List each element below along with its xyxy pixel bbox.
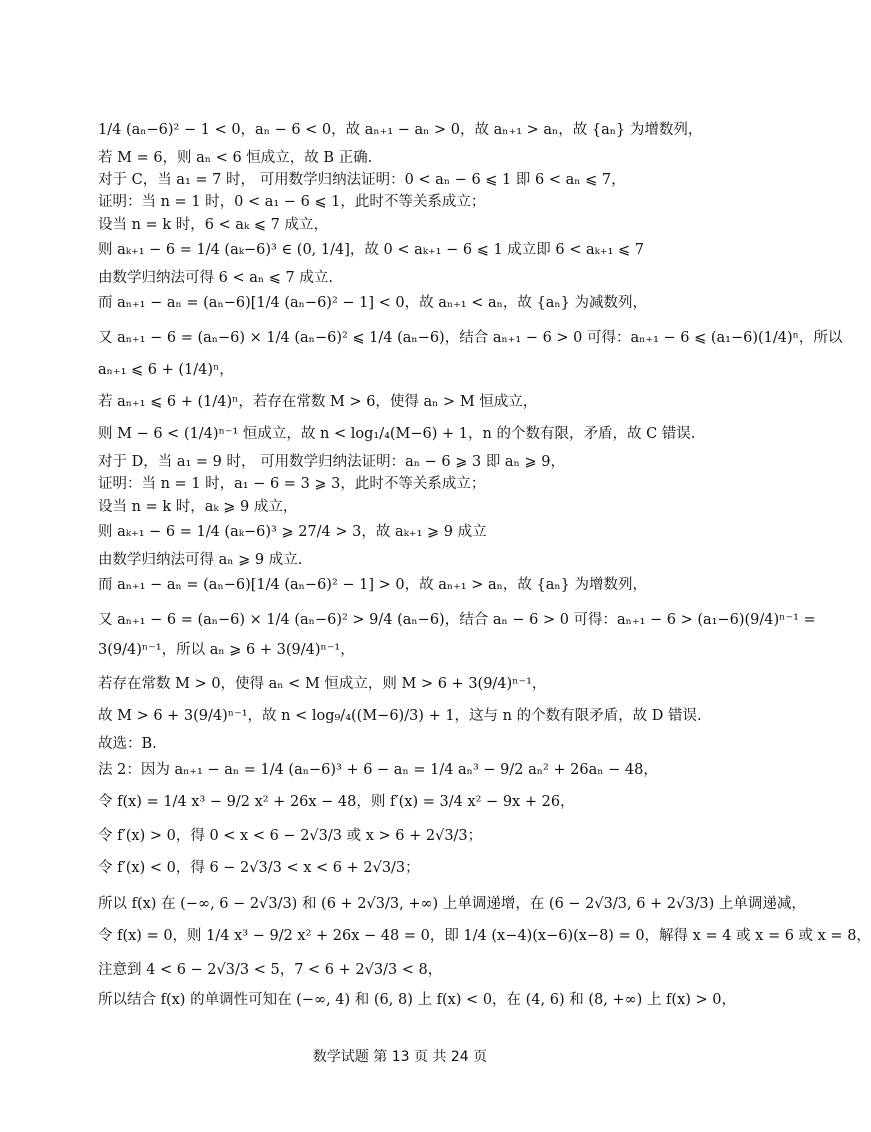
text-line: 则 M − 6 < (1/4)ⁿ⁻¹ 恒成立，故 n < log₁/₄(M−6) + 1，n 的个数有限，矛盾，故 C 错误. bbox=[98, 426, 696, 442]
page-footer: 数学试题 第 13 页 共 24 页 bbox=[312, 1049, 488, 1065]
text-line: 证明：当 n = 1 时，0 < a₁ − 6 ⩽ 1，此时不等关系成立； bbox=[98, 194, 486, 210]
text-line: 若 aₙ₊₁ ⩽ 6 + (1/4)ⁿ，若存在常数 M > 6，使得 aₙ > M 恒成立， bbox=[98, 394, 538, 410]
text-line: 设当 n = k 时，6 < aₖ ⩽ 7 成立， bbox=[98, 217, 328, 233]
text-line: 令 f(x) = 0，则 1/4 x³ − 9/2 x² + 26x − 48 = 0，即 1/4 (x−4)(x−6)(x−8) = 0，解得 x = 4 或 x = 6 或 x = 8， bbox=[98, 928, 871, 944]
text-line: 又 aₙ₊₁ − 6 = (aₙ−6) × 1/4 (aₙ−6)² > 9/4 (aₙ−6)，结合 aₙ − 6 > 0 可得：aₙ₊₁ − 6 > (a₁−6)(9/4)ⁿ⁻¹ = bbox=[98, 612, 816, 628]
text-line: 故选：B. bbox=[98, 736, 157, 752]
text-line: 1/4 (aₙ−6)² − 1 < 0，aₙ − 6 < 0，故 aₙ₊₁ − aₙ > 0，故 aₙ₊₁ > aₙ，故 {aₙ} 为增数列， bbox=[98, 122, 703, 138]
text-line: 对于 C，当 a₁ = 7 时， 可用数学归纳法证明：0 < aₙ − 6 ⩽ 1 即 6 < aₙ ⩽ 7， bbox=[98, 172, 626, 188]
text-line: 法 2：因为 aₙ₊₁ − aₙ = 1/4 (aₙ−6)³ + 6 − aₙ = 1/4 aₙ³ − 9/2 aₙ² + 26aₙ − 48， bbox=[98, 762, 658, 778]
text-line: 3(9/4)ⁿ⁻¹，所以 aₙ ⩾ 6 + 3(9/4)ⁿ⁻¹， bbox=[98, 642, 355, 658]
text-line: 故 M > 6 + 3(9/4)ⁿ⁻¹，故 n < log₉/₄((M−6)/3) + 1，这与 n 的个数有限矛盾，故 D 错误. bbox=[98, 708, 702, 724]
text-line: 注意到 4 < 6 − 2√3/3 < 5，7 < 6 + 2√3/3 < 8， bbox=[98, 962, 443, 978]
text-line: 而 aₙ₊₁ − aₙ = (aₙ−6)[1/4 (aₙ−6)² − 1] < 0，故 aₙ₊₁ < aₙ，故 {aₙ} 为减数列， bbox=[98, 295, 647, 311]
text-line: 所以结合 f(x) 的单调性可知在 (−∞, 4) 和 (6, 8) 上 f(x) < 0，在 (4, 6) 和 (8, +∞) 上 f(x) > 0， bbox=[98, 992, 737, 1008]
text-line: 则 aₖ₊₁ − 6 = 1/4 (aₖ−6)³ ∈ (0, 1/4]，故 0 < aₖ₊₁ − 6 ⩽ 1 成立即 6 < aₖ₊₁ ⩽ 7 bbox=[98, 242, 644, 258]
text-line: 证明：当 n = 1 时，a₁ − 6 = 3 ⩾ 3，此时不等关系成立； bbox=[98, 476, 486, 492]
text-line: 又 aₙ₊₁ − 6 = (aₙ−6) × 1/4 (aₙ−6)² ⩽ 1/4 (aₙ−6)，结合 aₙ₊₁ − 6 > 0 可得：aₙ₊₁ − 6 ⩽ (a₁−6)(1/4)ⁿ，所以 bbox=[98, 330, 843, 346]
text-line: 而 aₙ₊₁ − aₙ = (aₙ−6)[1/4 (aₙ−6)² − 1] > 0，故 aₙ₊₁ > aₙ，故 {aₙ} 为增数列， bbox=[98, 577, 647, 593]
text-line: 则 aₖ₊₁ − 6 = 1/4 (aₖ−6)³ ⩾ 27/4 > 3，故 aₖ₊₁ ⩾ 9 成立 bbox=[98, 524, 487, 540]
text-line: 设当 n = k 时，aₖ ⩾ 9 成立， bbox=[98, 499, 298, 515]
text-line: 由数学归纳法可得 6 < aₙ ⩽ 7 成立. bbox=[98, 270, 333, 286]
text-line: 对于 D，当 a₁ = 9 时， 可用数学归纳法证明：aₙ − 6 ⩾ 3 即 aₙ ⩾ 9， bbox=[98, 454, 565, 470]
text-line: 由数学归纳法可得 aₙ ⩾ 9 成立. bbox=[98, 552, 303, 568]
text-line: 令 f′(x) > 0，得 0 < x < 6 − 2√3/3 或 x > 6 + 2√3/3； bbox=[98, 828, 483, 844]
text-line: 令 f(x) = 1/4 x³ − 9/2 x² + 26x − 48，则 f′(x) = 3/4 x² − 9x + 26， bbox=[98, 794, 575, 810]
text-line: 所以 f(x) 在 (−∞, 6 − 2√3/3) 和 (6 + 2√3/3, +∞) 上单调递增，在 (6 − 2√3/3, 6 + 2√3/3) 上单调递减， bbox=[98, 896, 806, 912]
text-line: aₙ₊₁ ⩽ 6 + (1/4)ⁿ， bbox=[98, 362, 234, 378]
text-line: 若 M = 6，则 aₙ < 6 恒成立，故 B 正确. bbox=[98, 150, 373, 166]
text-line: 若存在常数 M > 0，使得 aₙ < M 恒成立，则 M > 6 + 3(9/4)ⁿ⁻¹， bbox=[98, 676, 547, 692]
text-line: 令 f′(x) < 0，得 6 − 2√3/3 < x < 6 + 2√3/3； bbox=[98, 860, 420, 876]
